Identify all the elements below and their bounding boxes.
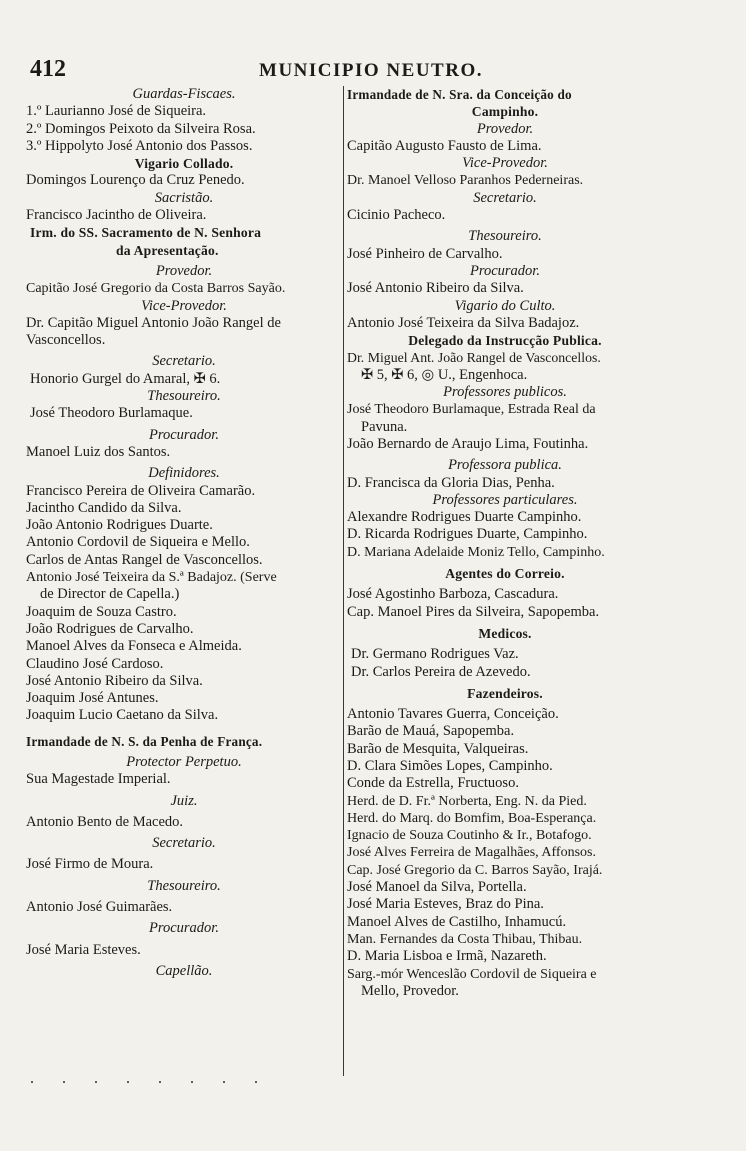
role-heading: Procurador.: [149, 920, 219, 937]
list-item-cont: Mello, Provedor.: [361, 982, 459, 999]
list-item: Joaquim José Antunes.: [26, 690, 159, 707]
right-column: [347, 86, 663, 1000]
list-item: José Maria Esteves.: [26, 941, 141, 958]
list-item: Antonio Bento de Macedo.: [26, 813, 184, 830]
list-item: Herd. de D. Fr.ª Norberta, Eng. N. da Pied.: [347, 793, 587, 809]
role-heading: Secretario.: [473, 189, 537, 206]
role-heading: Secretario.: [152, 835, 216, 852]
list-item: 1.º Laurianno José de Siqueira.: [26, 103, 207, 120]
section-heading: Vigario Collado.: [134, 156, 234, 172]
brotherhood-heading: Irm. do SS. Sacramento de N. Senhora: [30, 225, 262, 241]
role-heading: Vigario do Culto.: [454, 297, 556, 314]
list-item: 2.º Domingos Peixoto da Silveira Rosa.: [26, 120, 256, 137]
list-item: Francisco Jacintho de Oliveira.: [26, 207, 207, 224]
role-heading: Vice-Provedor.: [141, 297, 227, 314]
list-item: Domingos Lourenço da Cruz Penedo.: [26, 172, 245, 189]
list-item: João Rodrigues de Carvalho.: [26, 620, 194, 637]
list-item: Dr. Carlos Pereira de Azevedo.: [351, 663, 531, 680]
list-item: José Pinheiro de Carvalho.: [347, 245, 503, 262]
list-item: Joaquim de Souza Castro.: [26, 603, 177, 620]
brotherhood-heading-cont: Campinho.: [471, 104, 539, 120]
role-heading: Vice-Provedor.: [462, 155, 548, 172]
role-heading: Secretario.: [152, 353, 216, 370]
list-item: Francisco Pereira de Oliveira Camarão.: [26, 482, 256, 499]
list-item: Cap. Manoel Pires da Silveira, Sapopemba.: [347, 603, 600, 620]
list-item: Antonio Cordovil de Siqueira e Mello.: [26, 534, 250, 551]
role-heading: Capellão.: [155, 962, 213, 979]
list-item: Barão de Mesquita, Valqueiras.: [347, 740, 529, 757]
list-item: José Firmo de Moura.: [26, 856, 154, 873]
role-heading: Sacristão.: [154, 189, 214, 206]
role-heading: Professores particulares.: [432, 491, 578, 508]
role-heading: Definidores.: [148, 465, 220, 482]
list-item: Barão de Mauá, Sapopemba.: [347, 723, 515, 740]
brotherhood-heading: Irmandade de N. S. da Penha de França.: [26, 733, 263, 749]
ellipsis-dots: . . . . . . . .: [30, 1070, 270, 1087]
role-heading: Provedor.: [476, 120, 534, 137]
list-item: José Manoel da Silva, Portella.: [347, 879, 527, 896]
list-item: José Theodoro Burlamaque, Estrada Real da: [347, 402, 596, 418]
list-item: Joaquim Lucio Caetano da Silva.: [26, 707, 219, 724]
list-item: Jacintho Candido da Silva.: [26, 499, 182, 516]
page-header: [26, 54, 716, 84]
list-item: José Theodoro Burlamaque.: [30, 405, 193, 422]
section-heading: Delegado da Instrucção Publica.: [408, 333, 602, 349]
list-item: Carlos de Antas Rangel de Vasconcellos.: [26, 551, 263, 568]
list-item-cont: Vasconcellos.: [26, 332, 106, 349]
section-heading: Medicos.: [478, 625, 532, 641]
page-number: 412: [30, 56, 66, 82]
list-item: Alexandre Rodrigues Duarte Campinho.: [347, 509, 582, 526]
section-heading: Fazendeiros.: [467, 685, 543, 701]
section-heading: Guardas-Fiscaes.: [132, 86, 236, 102]
list-item: Dr. Germano Rodrigues Vaz.: [351, 646, 519, 663]
list-item-cont: ✠ 5, ✠ 6, ◎ U., Engenhoca.: [361, 366, 528, 383]
list-item: Antonio Tavares Guerra, Conceição.: [347, 706, 559, 723]
list-item: Conde da Estrella, Fructuoso.: [347, 775, 519, 792]
brotherhood-heading-cont: da Apresentação.: [116, 242, 219, 258]
list-item: Capitão José Gregorio da Costa Barros Sayão.: [26, 281, 286, 297]
list-item: Man. Fernandes da Costa Thibau, Thibau.: [347, 931, 583, 947]
list-item: Antonio José Teixeira da Silva Badajoz.: [347, 314, 580, 331]
list-item: Cicinio Pacheco.: [347, 207, 446, 224]
role-heading: Thesoureiro.: [147, 877, 221, 894]
list-item: Claudino José Cardoso.: [26, 655, 164, 672]
list-item: José Antonio Ribeiro da Silva.: [347, 280, 524, 297]
list-item: Manoel Alves de Castilho, Inhamucú.: [347, 913, 567, 930]
list-item: Capitão Augusto Fausto de Lima.: [347, 137, 542, 154]
brotherhood-heading: Irmandade de N. Sra. da Conceição do: [347, 87, 572, 102]
list-item-cont: Pavuna.: [361, 418, 408, 435]
list-item: José Agostinho Barboza, Cascadura.: [347, 586, 559, 603]
role-heading: Juiz.: [170, 792, 198, 809]
list-item: João Antonio Rodrigues Duarte.: [26, 517, 213, 534]
role-heading: Procurador.: [149, 426, 219, 443]
list-item: Manoel Luiz dos Santos.: [26, 443, 171, 460]
list-item: Honorio Gurgel do Amaral, ✠ 6.: [30, 370, 221, 387]
list-item: Antonio José Guimarães.: [26, 899, 173, 916]
list-item: Sarg.-mór Wenceslão Cordovil de Siqueira e: [347, 966, 597, 982]
list-item: D. Mariana Adelaide Moniz Tello, Campinho.: [347, 544, 605, 560]
section-heading: Agentes do Correio.: [445, 566, 565, 582]
role-heading: Professores publicos.: [443, 384, 567, 401]
list-item: Dr. Miguel Ant. João Rangel de Vasconcellos.: [347, 350, 601, 366]
list-item: José Alves Ferreira de Magalhães, Affonsos.: [347, 845, 596, 861]
list-item: D. Maria Lisboa e Irmã, Nazareth.: [347, 948, 547, 965]
list-item: D. Ricarda Rodrigues Duarte, Campinho.: [347, 526, 588, 543]
role-heading: Protector Perpetuo.: [126, 753, 242, 770]
list-item: D. Francisca da Gloria Dias, Penha.: [347, 474, 555, 491]
list-item: Ignacio de Souza Coutinho & Ir., Botafogo.: [347, 828, 592, 844]
list-item: José Antonio Ribeiro da Silva.: [26, 672, 203, 689]
role-heading: Thesoureiro.: [468, 228, 542, 245]
column-divider: [343, 86, 344, 1076]
list-item: Sua Magestade Imperial.: [26, 771, 171, 788]
role-heading: Provedor.: [155, 262, 213, 279]
role-heading: Thesoureiro.: [147, 388, 221, 405]
list-item: Antonio José Teixeira da S.ª Badajoz. (Serve: [26, 570, 277, 586]
list-item: Cap. José Gregorio da C. Barros Sayão, Irajá.: [347, 862, 603, 878]
list-item: Manoel Alves da Fonseca e Almeida.: [26, 638, 242, 655]
list-item: João Bernardo de Araujo Lima, Foutinha.: [347, 435, 589, 452]
role-heading: Procurador.: [470, 262, 540, 279]
list-item: 3.º Hippolyto José Antonio dos Passos.: [26, 137, 253, 154]
list-item: José Maria Esteves, Braz do Pina.: [347, 896, 544, 913]
list-item: Dr. Manoel Velloso Paranhos Pederneiras.: [347, 173, 584, 189]
running-head-title: MUNICIPIO NEUTRO.: [259, 60, 483, 81]
list-item: Herd. do Marq. do Bomfim, Boa-Esperança.: [347, 810, 597, 826]
list-item-cont: de Director de Capella.): [40, 586, 180, 603]
role-heading: Professora publica.: [448, 457, 562, 474]
list-item: D. Clara Simões Lopes, Campinho.: [347, 757, 553, 774]
list-item: Dr. Capitão Miguel Antonio João Rangel de: [26, 314, 281, 331]
left-column: [26, 86, 342, 980]
